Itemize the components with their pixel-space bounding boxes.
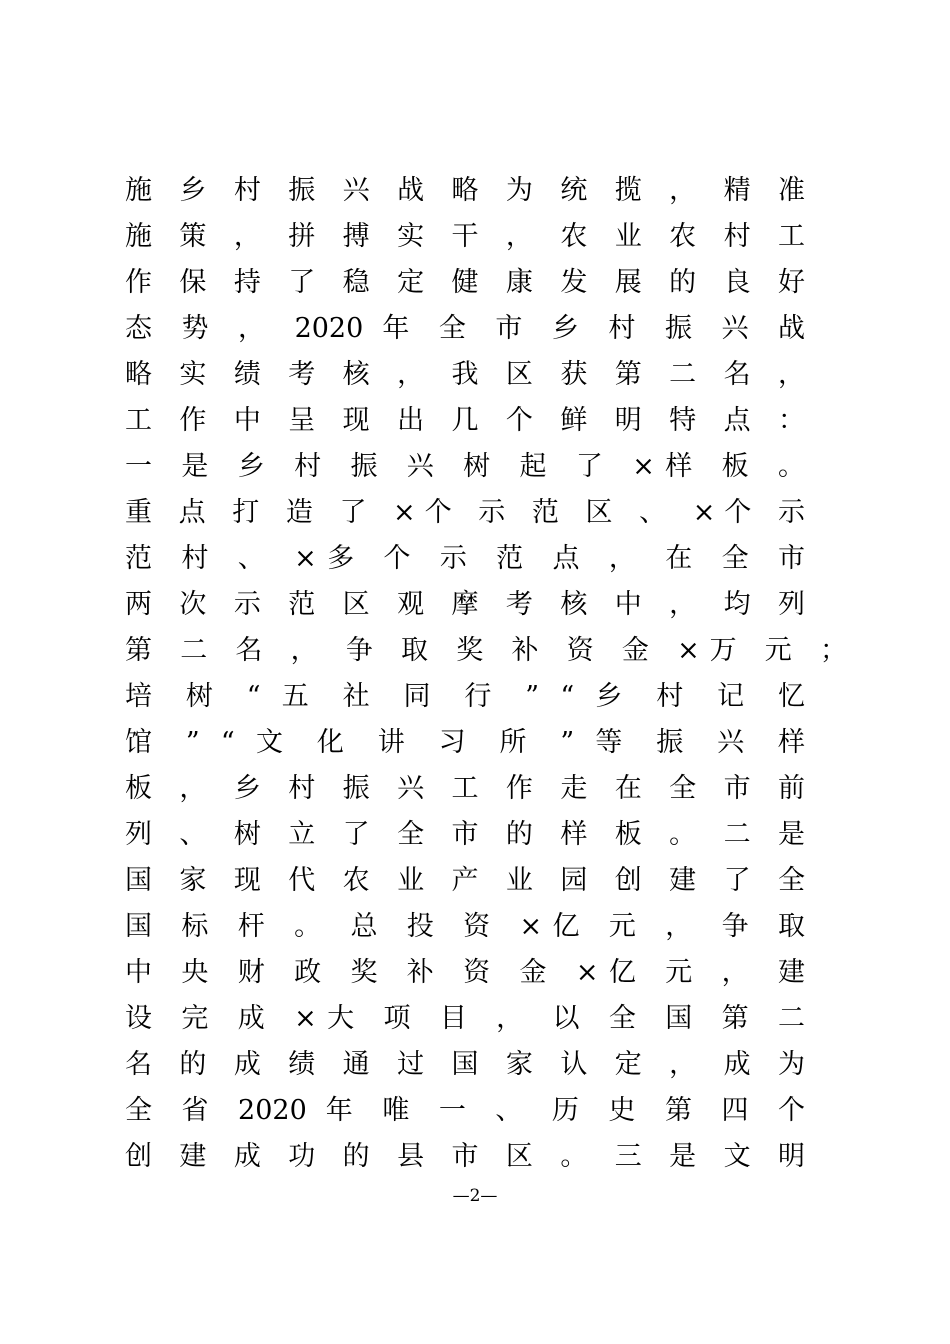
text-line: 略 实 绩 考 核 ， 我 区 获 第 二 名 ， bbox=[125, 359, 805, 390]
text-line: 一 是 乡 村 振 兴 树 起 了 ×样 板 。 bbox=[125, 451, 805, 482]
text-line: 国 家 现 代 农 业 产 业 园 创 建 了 全 bbox=[125, 865, 805, 896]
text-line: 工 作 中 呈 现 出 几 个 鲜 明 特 点 ： bbox=[125, 405, 805, 436]
text-line: 名 的 成 绩 通 过 国 家 认 定 ， 成 为 bbox=[125, 1049, 805, 1080]
text-line: 第 二 名 ， 争 取 奖 补 资 金 ×万 元 ； bbox=[125, 635, 847, 666]
text-line: 施 乡 村 振 兴 战 略 为 统 揽 ， 精 准 bbox=[125, 175, 805, 206]
text-line: 范 村 、 ×多 个 示 范 点 ， 在 全 市 bbox=[125, 543, 805, 574]
text-line: 态 势 ， 2020 年 全 市 乡 村 振 兴 战 bbox=[125, 313, 805, 344]
text-line: 列 、 树 立 了 全 市 的 样 板 。 二 是 bbox=[125, 819, 805, 850]
text-line: 重 点 打 造 了 ×个 示 范 区 、 ×个 示 bbox=[125, 497, 805, 528]
text-line: 两 次 示 范 区 观 摩 考 核 中 ， 均 列 bbox=[125, 589, 805, 620]
text-line: 馆 ” “ 文 化 讲 习 所 ” 等 振 兴 样 bbox=[125, 727, 805, 758]
text-line: 全 省 2020 年 唯 一 、 历 史 第 四 个 bbox=[125, 1095, 805, 1126]
body-text bbox=[125, 168, 847, 1180]
text-line: 板 ， 乡 村 振 兴 工 作 走 在 全 市 前 bbox=[125, 773, 805, 804]
text-line: 设 完 成 ×大 项 目 ， 以 全 国 第 二 bbox=[125, 1003, 805, 1034]
text-line: 中 央 财 政 奖 补 资 金 ×亿 元 ， 建 bbox=[125, 957, 805, 988]
text-line: 培 树 “ 五 社 同 行 ” “ 乡 村 记 忆 bbox=[125, 681, 805, 712]
text-line: 国 标 杆 。 总 投 资 ×亿 元 ， 争 取 bbox=[125, 911, 805, 942]
text-line: 作 保 持 了 稳 定 健 康 发 展 的 良 好 bbox=[125, 267, 805, 298]
text-line: 施 策 ， 拼 搏 实 干 ， 农 业 农 村 工 bbox=[125, 221, 805, 252]
text-line: 创 建 成 功 的 县 市 区 。 三 是 文 明 bbox=[125, 1141, 805, 1172]
page-number: —2— bbox=[452, 1186, 498, 1206]
